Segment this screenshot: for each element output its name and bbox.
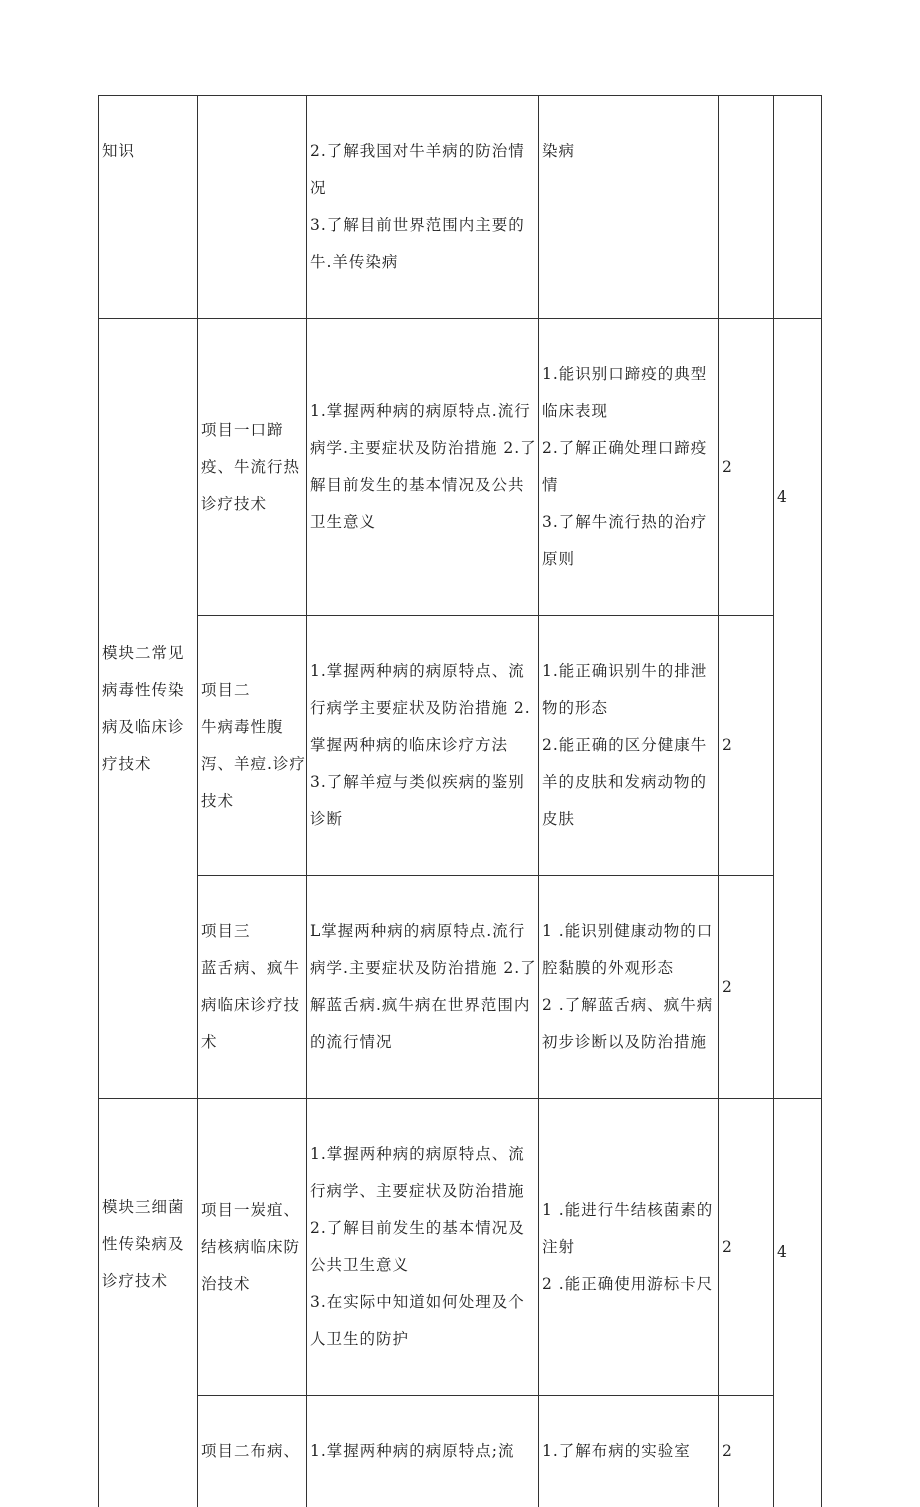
skill-goals-cell xyxy=(539,1099,719,1396)
module-cell xyxy=(99,319,198,1099)
hours-cell xyxy=(719,876,774,1099)
module-name: 模块三细菌性传染病及诊疗技术 xyxy=(102,1189,197,1300)
hours-cell xyxy=(719,319,774,616)
total-hours-value: 4 xyxy=(777,479,821,516)
skill-goals-text: 1 .能进行牛结核菌素的注射 2 .能正确使用游标卡尺 xyxy=(542,1192,718,1303)
skill-goals-cell xyxy=(539,1396,719,1507)
project-name: 项目三 蓝舌病、疯牛病临床诊疗技术 xyxy=(201,913,306,1061)
table-row xyxy=(99,319,822,616)
project-cell xyxy=(198,616,307,876)
table-row xyxy=(99,616,822,876)
project-cell xyxy=(198,1396,307,1507)
knowledge-goals-cell xyxy=(307,876,539,1099)
project-name: 项目二布病、 xyxy=(201,1433,306,1470)
skill-goals-text: 1 .能识别健康动物的口 腔黏膜的外观形态 2 .了解蓝舌病、疯牛病初步诊断以及防治措施 xyxy=(542,913,718,1061)
project-cell xyxy=(198,96,307,319)
project-cell xyxy=(198,319,307,616)
module-name: 知识 xyxy=(102,133,197,170)
module-cell xyxy=(99,1099,198,1507)
total-hours-value: 4 xyxy=(777,1234,821,1271)
table-row xyxy=(99,1099,822,1396)
skill-goals-cell xyxy=(539,876,719,1099)
knowledge-goals-cell xyxy=(307,616,539,876)
hours-value: 2 xyxy=(722,969,773,1006)
table-row xyxy=(99,96,822,319)
hours-value: 2 xyxy=(722,727,773,764)
skill-goals-text: 1.了解布病的实验室 xyxy=(542,1433,718,1470)
hours-cell xyxy=(719,1396,774,1507)
table-row xyxy=(99,1396,822,1507)
module-cell xyxy=(99,96,198,319)
hours-cell xyxy=(719,616,774,876)
skill-goals-text: 1.能正确识别牛的排泄物的形态 2.能正确的区分健康牛羊的皮肤和发病动物的皮肤 xyxy=(542,653,718,838)
knowledge-goals-cell xyxy=(307,1099,539,1396)
knowledge-goals-text: 1.掌握两种病的病原特点;流 xyxy=(310,1433,538,1470)
hours-value: 2 xyxy=(722,449,773,486)
hours-cell xyxy=(719,1099,774,1396)
project-name: 项目二 牛病毒性腹泻、羊痘.诊疗技术 xyxy=(201,672,306,820)
skill-goals-text: 染病 xyxy=(542,133,718,170)
module-name: 模块二常见病毒性传染病及临床诊疗技术 xyxy=(102,635,197,783)
knowledge-goals-text: 1.掌握两种病的病原特点、流行病学、主要症状及防治措施 2.了解目前发生的基本情况及公共卫生意义 3.在实际中知道如何处理及个人卫生的防护 xyxy=(310,1136,538,1358)
curriculum-table xyxy=(98,95,822,1507)
project-name: 项目一口蹄疫、牛流行热诊疗技术 xyxy=(201,412,306,523)
total-hours-cell xyxy=(774,319,822,1099)
knowledge-goals-cell xyxy=(307,96,539,319)
skill-goals-cell xyxy=(539,96,719,319)
knowledge-goals-text: L掌握两种病的病原特点.流行病学.主要症状及防治措施 2.了解蓝舌病.疯牛病在世界范围内的流行情况 xyxy=(310,913,538,1061)
hours-value: 2 xyxy=(722,1229,773,1266)
project-cell xyxy=(198,1099,307,1396)
project-cell xyxy=(198,876,307,1099)
skill-goals-cell xyxy=(539,319,719,616)
skill-goals-cell xyxy=(539,616,719,876)
knowledge-goals-text: 2.了解我国对牛羊病的防治情况 3.了解目前世界范围内主要的牛.羊传染病 xyxy=(310,133,538,281)
project-name: 项目一炭疽、结核病临床防治技术 xyxy=(201,1192,306,1303)
skill-goals-text: 1.能识别口蹄疫的典型 临床表现 2.了解正确处理口蹄疫情 3.了解牛流行热的治疗原则 xyxy=(542,356,718,578)
knowledge-goals-text: 1.掌握两种病的病原特点、流行病学主要症状及防治措施 2.掌握两种病的临床诊疗方法 3.了解羊痘与类似疾病的鉴别诊断 xyxy=(310,653,538,838)
hours-value: 2 xyxy=(722,1433,773,1470)
knowledge-goals-text: 1.掌握两种病的病原特点.流行病学.主要症状及防治措施 2.了解目前发生的基本情况及公共卫生意义 xyxy=(310,393,538,541)
table-row xyxy=(99,876,822,1099)
hours-cell xyxy=(719,96,774,319)
total-hours-cell xyxy=(774,1099,822,1507)
knowledge-goals-cell xyxy=(307,1396,539,1507)
total-hours-cell xyxy=(774,96,822,319)
knowledge-goals-cell xyxy=(307,319,539,616)
